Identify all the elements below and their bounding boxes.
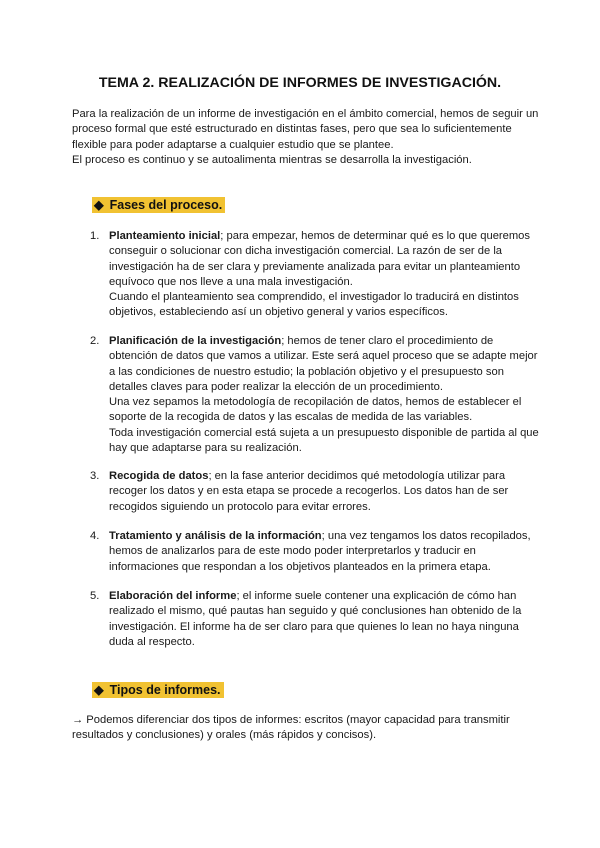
heading-text: Fases del proceso. <box>109 198 223 212</box>
phase-text: ; para empezar, hemos de determinar qué es lo que queremos conseguir o solucionar con dicha investigación comercial. La razón de ser de la investigación ha de ser clara y previamente analizada para evitar un planteamiento equívoco que nos lleve a una mala investigación. <box>109 230 530 288</box>
diamond-bullet-icon: ◆ <box>94 683 104 697</box>
phase-text: ; en la fase anterior decidimos qué metodología utilizar para recoger los datos y en esta etapa se procede a recogerlos. Los datos han de ser recogidos siguiendo un protocolo para evitar errores. <box>109 470 509 513</box>
phase-item <box>90 334 540 456</box>
section-heading-tipos <box>92 682 224 699</box>
intro <box>72 107 542 168</box>
section-heading-fases <box>92 197 225 214</box>
final-paragraph: → Podemos diferenciar dos tipos de informes: escritos (mayor capacidad para transmitir resultados y conclusiones) y orales (más rápidos y concisos). <box>72 714 510 742</box>
phase-title: Planteamiento inicial <box>109 230 221 242</box>
phase-text: ; el informe suele contener una explicación de cómo han realizado el mismo, qué pautas han seguido y qué conclusiones han obtenido de la investigación. El informe ha de ser claro para que quienes lo lean no haya ninguna duda al respecto. <box>109 590 522 648</box>
intro-paragraph: Para la realización de un informe de investigación en el ámbito comercial, hemos de seguir un proceso formal que esté estructurado en distintas fases, pero que sea lo suficientemente flexible para poder adaptarse a cualquier estudio que se plantee. <box>72 108 539 151</box>
phase-number: 1. <box>90 230 100 242</box>
phase-title: Recogida de datos <box>109 470 209 482</box>
phase-title: Elaboración del informe <box>109 590 237 602</box>
phase-title: Planificación de la investigación <box>109 335 282 347</box>
phase-number: 3. <box>90 470 100 482</box>
phase-item <box>90 589 540 650</box>
phase-extra: Cuando el planteamiento sea comprendido, el investigador lo traducirá en distintos objetivos, estableciendo así un objetivo general y varios específicos. <box>109 291 519 319</box>
page-title: TEMA 2. REALIZACIÓN DE INFORMES DE INVESTIGACIÓN. <box>98 75 502 91</box>
phase-text: ; hemos de tener claro el procedimiento de obtención de datos que vamos a utilizar. Este será aquel proceso que se adapte mejor a las condiciones de nuestro estudio; la población objetivo y el presupuesto son detalles claves para poder realizar la elección de un procedimiento. <box>109 335 538 393</box>
phase-extra: Toda investigación comercial está sujeta a un presupuesto disponible de partida al que hay que adaptarse para su realización. <box>109 426 539 455</box>
phase-item <box>90 529 540 575</box>
phase-number: 5. <box>90 590 100 602</box>
phase-extra: Una vez sepamos la metodología de recopilación de datos, hemos de establecer el soporte de la recogida de datos y las escalas de medida de las variables. <box>109 396 522 424</box>
phase-item <box>90 469 540 515</box>
phase-title: Tratamiento y análisis de la información <box>109 530 322 542</box>
diamond-bullet-icon: ◆ <box>94 198 104 212</box>
phase-item <box>90 229 540 321</box>
phase-text: ; una vez tengamos los datos recopilados, hemos de analizarlos para de este modo poder interpretarlos y traducir en informaciones que respondan a los objetivos planteados en la primera etapa. <box>109 530 531 573</box>
intro-paragraph: El proceso es continuo y se autoalimenta mientras se desarrolla la investigación. <box>72 153 472 166</box>
heading-text: Tipos de informes. <box>109 683 221 697</box>
phase-number: 2. <box>90 335 100 347</box>
phase-number: 4. <box>90 530 100 542</box>
